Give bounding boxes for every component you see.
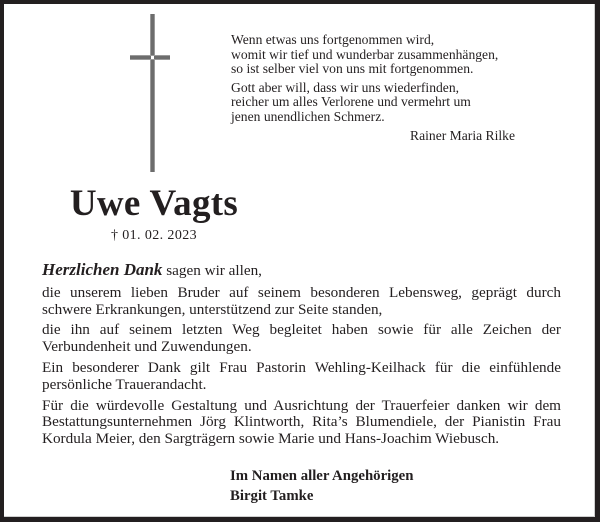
cross-vertical-beam	[150, 14, 155, 172]
deceased-name: Uwe Vagts	[69, 183, 239, 224]
thanks-heading: Herzlichen Dank	[42, 260, 163, 279]
thanks-intro	[42, 262, 561, 280]
thanks-paragraph: die unserem lieben Bruder auf seinem besonderen Lebensweg, geprägt durch schwere Erkrankungen, unterstützend zur Seite standen,	[42, 283, 561, 318]
poem-author: Rainer Maria Rilke	[410, 127, 515, 143]
obituary-card	[4, 4, 595, 517]
signature-name: Birgit Tamke	[230, 488, 314, 504]
poem-stanza-2	[231, 81, 521, 125]
poem-stanza-1	[231, 33, 521, 77]
poem-line: reicher um alles Verlorene und vermehrt um	[231, 94, 471, 110]
cross-center-highlight	[151, 56, 154, 59]
poem-line: jenen unendlichen Schmerz.	[231, 108, 385, 124]
signature-block	[230, 466, 413, 506]
thanks-intro-rest: sagen wir allen,	[162, 262, 262, 279]
poem-line: Wenn etwas uns fortgenommen wird,	[231, 32, 435, 47]
poem-line: womit wir tief und wunderbar zusammenhängen,	[231, 46, 499, 62]
thanks-paragraph: Für die würdevolle Gestaltung und Ausrichtung der Trauerfeier danken wir dem Bestattungsunternehmen Jörg Klintworth, Rita’s Blumendiele, der Pianistin Frau Kordula Meier, den Sargträgern sowie Marie und Hans-Joachim Wiebusch.	[42, 396, 561, 448]
thanks-paragraph: die ihn auf seinem letzten Weg begleitet haben sowie für alle Zeichen der Verbundenheit und Zuwendungen.	[42, 321, 561, 356]
poem-quote	[231, 33, 521, 143]
poem-line: so ist selber viel von uns mit fortgenommen.	[231, 61, 474, 77]
cross-horizontal-beam	[130, 55, 170, 60]
thanks-text	[42, 262, 561, 452]
thanks-paragraph: Ein besonderer Dank gilt Frau Pastorin Wehling-Keilhack für die einfühlende persönliche Trauerandacht.	[42, 358, 561, 393]
signature-line-1: Im Namen aller Angehörigen	[230, 468, 414, 484]
poem-line: Gott aber will, dass wir uns wiederfinden,	[231, 79, 460, 95]
death-date: † 01. 02. 2023	[110, 228, 198, 243]
